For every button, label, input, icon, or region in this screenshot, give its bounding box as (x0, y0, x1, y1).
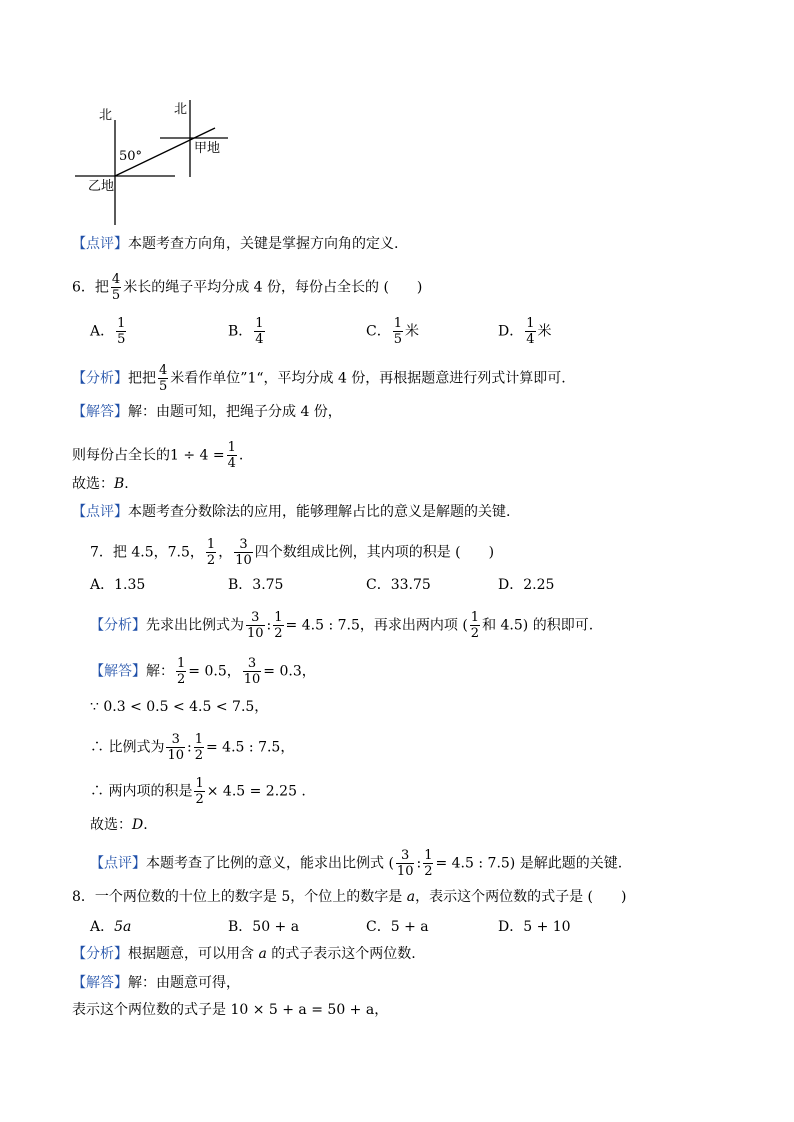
answer-expression: 1 ÷ 4 = (170, 447, 225, 464)
numerator: 1 (117, 316, 126, 331)
numerator: 1 (393, 316, 402, 331)
option-text: 33.75 (390, 577, 431, 593)
option-letter: D． (498, 919, 524, 935)
fraction (194, 732, 204, 763)
stem-text: 米长的绳子平均分成 4 份，每份占全长的 ( ) (123, 279, 423, 296)
stem-text: ，表示这个两位数的式子是 ( ) (415, 889, 627, 905)
q7-answer (90, 656, 316, 687)
fraction (166, 732, 185, 763)
choice-letter: B (114, 476, 125, 492)
option-letter: B． (228, 577, 253, 593)
q6-analysis (72, 363, 566, 394)
analysis-text: = 4.5 : 7.5，再求出两内项 ( (285, 617, 468, 634)
north-label-left: 北 (99, 108, 113, 123)
stem-text: 一个两位数的十位上的数字是 5，个位上的数字是 (94, 889, 407, 905)
option-letter: D． (498, 323, 524, 340)
option-letter: A． (90, 919, 115, 935)
option-text: 3.75 (252, 577, 284, 593)
numerator: 1 (255, 316, 264, 331)
analysis-text: 和 4.5) 的积即可. (482, 617, 594, 634)
option-unit: 米 (537, 323, 552, 340)
answer-expression: = 0.5， (188, 663, 241, 680)
numerator: 1 (195, 776, 204, 791)
q6-answer-line2 (72, 440, 243, 471)
q5-comment (72, 234, 398, 254)
stem-text: 把 4.5，7.5， (112, 544, 204, 561)
answer-text: 解： (146, 663, 174, 680)
choice-label: 故选： (72, 476, 114, 492)
q7-analysis (90, 610, 593, 641)
fraction (254, 316, 264, 347)
q8-analysis (72, 944, 416, 964)
q6-stem (72, 272, 422, 303)
answer-tag: 【解答】 (72, 975, 128, 991)
answer-tag: 【解答】 (90, 663, 146, 680)
q6-choice (72, 474, 129, 494)
denominator: 4 (255, 332, 264, 347)
denominator: 10 (167, 748, 184, 763)
numerator: 1 (227, 440, 236, 455)
north-label-right: 北 (174, 102, 188, 117)
q7-because (90, 697, 268, 717)
variable: a (258, 946, 267, 962)
option-letter: B． (228, 323, 253, 340)
q8-stem (72, 887, 626, 907)
analysis-text: 的式子表示这个两位数. (266, 946, 416, 962)
option-letter: A． (90, 577, 115, 593)
fraction (246, 610, 265, 641)
q7-option-d[interactable] (498, 575, 554, 595)
fraction (158, 363, 168, 394)
analysis-tag: 【分析】 (72, 370, 128, 387)
analysis-text: 根据题意，可以用含 (128, 946, 259, 962)
answer-expression: ∵ 0.3 < 0.5 < 4.5 < 7.5， (90, 699, 269, 715)
numerator: 3 (234, 537, 253, 553)
option-text: 50 + a (252, 919, 300, 935)
stem-text: 把 (94, 279, 109, 296)
q7-ratio (90, 732, 294, 763)
analysis-tag: 【分析】 (90, 617, 146, 634)
comment-tag: 【点评】 (72, 504, 128, 520)
colon: : (266, 617, 272, 634)
numerator: 1 (206, 537, 216, 552)
fraction (116, 316, 126, 347)
answer-text: . (238, 447, 244, 464)
option-text: 5 + a (390, 919, 429, 935)
denominator: 5 (117, 332, 126, 347)
option-text: 2.25 (523, 577, 555, 593)
fraction (243, 656, 262, 687)
choice-label: 故选： (90, 817, 132, 833)
q7-option-a[interactable] (90, 575, 145, 595)
analysis-text: 米看作单位”1“，平均分成 4 份，再根据题意进行列式计算即可. (170, 370, 566, 387)
q6-option-c[interactable] (366, 316, 419, 347)
numerator: 1 (274, 610, 283, 625)
option-letter: C． (366, 919, 391, 935)
denominator: 2 (274, 626, 283, 641)
denominator: 2 (194, 748, 203, 763)
fraction (227, 440, 237, 471)
fraction (393, 316, 403, 347)
q8-option-b[interactable] (228, 917, 299, 937)
answer-text: 解：由题可知，把绳子分成 4 份， (128, 404, 342, 420)
q8-answer-line2 (72, 1000, 388, 1020)
comment-tag: 【点评】 (90, 855, 146, 872)
answer-expression: = 0.3， (263, 663, 316, 680)
comment-text: 本题考查方向角，关键是掌握方向角的定义. (128, 236, 399, 252)
numerator: 3 (246, 610, 265, 626)
colon: : (416, 855, 422, 872)
option-letter: C． (366, 323, 391, 340)
denominator: 2 (195, 792, 204, 807)
jia-label: 甲地 (194, 141, 221, 156)
comment-tag: 【点评】 (72, 236, 128, 252)
denominator: 5 (111, 288, 121, 303)
numerator: 1 (424, 848, 433, 863)
choice-end: . (124, 476, 129, 492)
fraction (525, 316, 535, 347)
denominator: 10 (396, 864, 414, 879)
numerator: 4 (111, 272, 121, 287)
denominator: 10 (247, 626, 264, 641)
q6-comment (72, 502, 510, 522)
analysis-text: 把把 (128, 370, 156, 387)
denominator: 10 (243, 672, 261, 687)
numerator: 3 (166, 732, 185, 748)
q7-choice (90, 815, 148, 835)
q6-option-b[interactable] (228, 316, 267, 347)
choice-end: . (143, 817, 148, 833)
denominator: 4 (227, 456, 236, 471)
option-letter: C． (366, 577, 391, 593)
answer-text: ∴ 两内项的积是 (90, 783, 193, 800)
q7-product (90, 776, 306, 807)
fraction (206, 537, 216, 568)
colon: : (187, 739, 192, 756)
numerator: 1 (526, 316, 535, 331)
comment-text: = 4.5 : 7.5) 是解此题的关键. (435, 855, 623, 872)
q6-option-d[interactable] (498, 316, 552, 347)
numerator: 1 (177, 656, 186, 671)
option-text: 1.35 (114, 577, 146, 593)
answer-text: ∴ 比例式为 (90, 739, 165, 756)
option-unit: 米 (405, 323, 419, 340)
option-letter: A． (90, 323, 115, 340)
analysis-tag: 【分析】 (72, 946, 128, 962)
q7-option-c[interactable] (366, 575, 431, 595)
q7-option-b[interactable] (228, 575, 283, 595)
q8-option-c[interactable] (366, 917, 429, 937)
option-letter: D． (498, 577, 524, 593)
option-text: 5 + 10 (523, 919, 571, 935)
answer-expression: = 4.5 : 7.5， (206, 739, 295, 756)
denominator: 2 (177, 672, 186, 687)
fraction (111, 272, 121, 303)
denominator: 2 (470, 626, 480, 641)
variable: a (406, 889, 416, 905)
fraction (423, 848, 433, 879)
question-number: 7． (90, 544, 113, 561)
answer-text: 解：由题意可得， (128, 975, 240, 991)
direction-diagram (70, 95, 310, 230)
option-letter: B． (228, 919, 253, 935)
numerator: 4 (159, 363, 168, 378)
fraction (273, 610, 283, 641)
q8-answer (72, 973, 240, 993)
fraction (470, 610, 480, 641)
answer-text: 则每份占全长的 (72, 447, 170, 464)
comment-text: 本题考查分数除法的应用，能够理解占比的意义是解题的关键. (128, 504, 511, 520)
answer-expression: 表示这个两位数的式子是 10 × 5 + a = 50 + a， (72, 1002, 389, 1018)
numerator: 3 (243, 656, 262, 672)
denominator: 10 (235, 553, 252, 568)
q7-stem (90, 537, 494, 568)
q6-answer (72, 402, 342, 422)
fraction (396, 848, 415, 879)
numerator: 3 (396, 848, 415, 864)
q7-comment (90, 848, 622, 879)
question-number: 8． (72, 889, 95, 905)
denominator: 4 (526, 332, 535, 347)
option-text: 5a (114, 919, 132, 935)
fraction (176, 656, 186, 687)
answer-tag: 【解答】 (72, 404, 128, 420)
denominator: 2 (206, 553, 216, 568)
numerator: 1 (194, 732, 203, 747)
yi-label: 乙地 (88, 179, 115, 194)
fraction (194, 776, 204, 807)
question-number: 6． (72, 279, 95, 296)
angle-label: 50° (119, 149, 143, 164)
answer-expression: × 4.5 = 2.25 . (206, 783, 306, 800)
choice-letter: D (132, 817, 144, 833)
analysis-text: 先求出比例式为 (146, 617, 244, 634)
denominator: 2 (424, 864, 433, 879)
denominator: 5 (393, 332, 402, 347)
q8-option-d[interactable] (498, 917, 571, 937)
q6-option-a[interactable] (90, 316, 128, 347)
q8-option-a[interactable] (90, 917, 131, 937)
separator: ， (218, 544, 233, 561)
numerator: 1 (470, 610, 480, 625)
fraction (234, 537, 253, 568)
stem-text: 四个数组成比例，其内项的积是 ( ) (254, 544, 495, 561)
comment-text: 本题考查了比例的意义，能求出比例式 ( (146, 855, 394, 872)
denominator: 5 (159, 379, 168, 394)
